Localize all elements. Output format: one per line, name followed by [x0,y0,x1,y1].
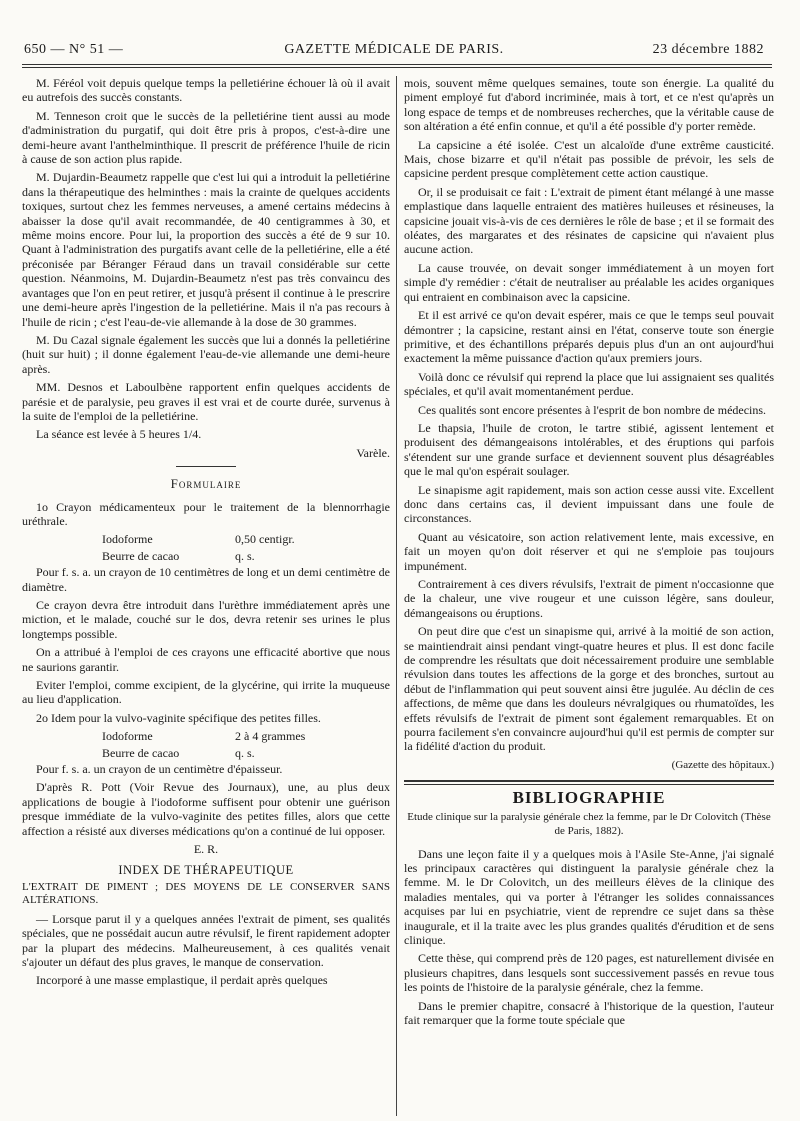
quantity: q. s. [235,548,255,563]
paragraph: MM. Desnos et Laboulbène rapportent enfin quelques accidents de parésie et de paralysie, peu graves il est vrai et de courte durée, survenus à la suite de l'emploi de la pelletiérine. [22,380,390,423]
paragraph: On peut dire que c'est un sinapisme qui, arrivé à la moitié de son action, se maintiendrait ainsi pendant vingt-quatre heures et plus. Il est donc facile de comprendre les résultats que doit nécessairement produire une semblable révulsion dans toutes les affections de la gorge et des bronches, surtout au début de l'inflammation qui peut souvent ainsi être jugulée. Au déclin de ces affections, de même que dans les douleurs névralgiques ou rhumatoïdes, les effets révulsifs de l'extrait de piment sont également remarquables. Et on pourra facilement s'en convaincre aujourd'hui qu'il est permis de compter sur la fidélité d'action du produit. [404,624,774,754]
header-rule [22,64,772,68]
page-number: 650 — N° 51 — [24,42,124,57]
paragraph: M. Du Cazal signale également les succès que lui a donnés la pelletiérine (huit sur huit) ; il donne également l'eau-de-vie allemande une demi-heure après. [22,332,390,376]
paragraph: Le thapsia, l'huile de croton, le tartre stibié, agissent lentement et produisent des démangeaisons intolérables, et des éruptions qui parfois s'étendent sur une grande surface et deviennent souvent plus désagréables que le mal qu'on espérait soulager. [404,420,774,479]
signature: E. R. [193,842,219,857]
paragraph: M. Tenneson croit que le succès de la pelletiérine tient aussi au mode d'administration du purgatif, qui doit être pris à propos, c'est-à-dire une demi-heure avant l'anthelminthique. Il prescrit de préférence l'huile de ricin à cause de son action plus rapide. [22,108,390,167]
paragraph: Ces qualités sont encore présentes à l'esprit de bon nombre de médecins. [418,402,767,417]
paragraph: Voilà donc ce révulsif qui reprend la place que lui assignaient ses qualités spéciales, et qu'il avait momentanément perdue. [404,369,774,399]
paragraph: Pour f. s. a. un crayon de 10 centimètres de long et un demi centimètre de diamètre. [22,565,390,594]
paragraph: La séance est levée à 5 heures 1/4. [36,427,202,442]
paragraph: Et il est arrivé ce qu'on devait espérer, mais ce que le temps seul pouvait démontrer ; la capsicine, restant ainsi en l'état, conserve toute son énergie primitive, et des échantillons préparés depuis plus d'un an ont aujourd'hui exactement la même puissance d'action qu'aux premiers jours. [404,308,774,366]
column-divider [396,76,397,1116]
ingredient: Beurre de cacao [102,745,180,760]
left-column [22,76,390,1116]
divider [176,466,236,467]
signature: Varèle. [356,445,390,460]
paragraph: D'après R. Pott (Voir Revue des Journaux), une, au plus deux applications de bougie à l'iodoforme suffisent pour obtenir une guérison presque immédiate de la vulvo-vaginite des petites filles, alors que cette affection a résisté aux diverses médications qu'on a continué de lui opposer. [22,780,390,838]
issue-date: 23 décembre 1882 [652,42,764,57]
paragraph: Dans le premier chapitre, consacré à l'historique de la question, l'auteur fait remarquer que la forme toute spéciale que [404,998,774,1027]
paragraph: mois, souvent même quelques semaines, toute son énergie. La qualité du piment employé fut d'abord incriminée, mais à tort, et ce n'est qu'après un long espace de temps et de nombreuses recherches, que la véritable cause de son altération a été enfin connue, et qu'il a été possible d'y porter remède. [404,76,774,134]
paragraph: M. Féréol voit depuis quelque temps la pelletiérine échouer là où il avait eu autrefois des succès constants. [22,76,390,105]
paragraph: M. Dujardin-Beaumetz rappelle que c'est lui qui a introduit la pelletiérine dans la thérapeutique des helminthes : mais la crainte de quelques accidents toxiques, surtout chez les femmes nerveuses, a amené certains médecins à abaisser la dose qu'il avait recommandée, de 40 centigrammes à 30, et même moins encore. Pour lui, la proportion des succès a été de 9 sur 10. Quant à l'administration des purgatifs avant celle de la pelletiérine, elle a été préconisée par Béranger Féraud dans un travail considérable sur cette question. Néanmoins, M. Dujardin-Beaumetz n'est pas très convaincu des avantages que l'on en peut retirer, et jusqu'à présent il continue à le prescrire une demi-heure après l'ingestion de la pelletiérine. Mais il n'a pas recours à l'huile de ricin ; c'est l'eau-de-vie allemande à la dose de 30 grammes. [22,170,390,329]
journal-title: GAZETTE MÉDICALE DE PARIS. [284,42,504,57]
quantity: 2 à 4 grammes [235,729,306,744]
index-subtitle: L'EXTRAIT DE PIMENT ; DES MOYENS DE LE CONSERVER SANS ALTÉRATIONS. [22,880,390,907]
quantity: 0,50 centigr. [235,532,295,547]
ingredient: Beurre de cacao [102,548,180,563]
paragraph: Ce crayon devra être introduit dans l'urèthre immédiatement après une miction, et le malade, couché sur le dos, devra retenir ses urines le plus longtemps possible. [22,598,390,641]
section-rule [404,780,774,785]
bibliographie-subtitle: Etude clinique sur la paralysie générale chez la femme, par le Dr Colovitch (Thèse de Paris, 1882). [407,810,771,838]
ingredient: Iodoforme [102,532,153,547]
right-column [404,76,774,1116]
paragraph: Pour f. s. a. un crayon de un centimètre d'épaisseur. [36,762,283,777]
paragraph: La cause trouvée, on devait songer immédiatement à un moyen fort simple d'y remédier : c'était de neutraliser au préalable les acides organiques qui entraient en combinaison avec la capsicine. [404,260,774,304]
paragraph: Or, il se produisait ce fait : L'extrait de piment étant mélangé à une masse emplastique dans laquelle entraient des matières huileuses et résineuses, la capsicine jouait vis-à-vis de ces dernières le rôle de base ; et il se formait des oléates, des margarates et des résinates de capsicine qui n'avaient plus aucune action. [404,184,774,257]
formula-line [102,549,390,563]
ingredient: Iodoforme [102,729,153,744]
paragraph: La capsicine a été isolée. C'est un alcaloïde d'une extrême causticité. Mais, chose bizarre et qu'il n'était pas possible de prévoir, les sels de capsicine perdent presque complètement cette action caustique. [404,137,774,181]
formula-title: 2o Idem pour la vulvo-vaginite spécifique des petites filles. [36,710,321,725]
paragraph: Cette thèse, qui comprend près de 120 pages, est naturellement divisée en plusieurs chapitres, dans lesquels sont successivement passés en revue tous les points de l'histoire de la paralysie générale, chez la femme. [404,951,774,995]
formula-title: 1o Crayon médicamenteux pour le traitement de la blennorrhagie uréthrale. [22,499,390,528]
paragraph: On a attribué à l'emploi de ces crayons une efficacité abortive que nous ne saurions garantir. [22,645,390,674]
paragraph: Le sinapisme agit rapidement, mais son action cesse aussi vite. Excellent donc dans certains cas, il devient impuissant dans une foule de circonstances. [404,482,774,526]
index-title: INDEX DE THÉRAPEUTIQUE [118,862,294,877]
source-credit: (Gazette des hôpitaux.) [671,758,774,771]
bibliographie-title: BIBLIOGRAPHIE [512,788,666,808]
paragraph: Quant au vésicatoire, son action relativement lente, mais excessive, en fait un moyen qu'on doit réserver et qui ne s'emploie pas toujours impunément. [404,529,774,573]
paragraph: Contrairement à ces divers révulsifs, l'extrait de piment n'occasionne que de la chaleur, une vive rougeur et une cuisson légère, sans douleur, démangeaisons ou éruptions. [404,577,774,620]
paragraph: Eviter l'emploi, comme excipient, de la glycérine, qui irrite la muqueuse au lieu d'application. [22,678,390,707]
formula-line [102,746,390,760]
page-header [24,42,764,62]
quantity: q. s. [235,745,255,760]
paragraph: Incorporé à une masse emplastique, il perdait après quelques [36,973,328,988]
paragraph: Dans une leçon faite il y a quelques mois à l'Asile Ste-Anne, j'ai signalé les principaux caractères qui distinguent la paralysie générale chez la femme. M. le Dr Colovitch, un des meilleurs élèves de la clinique des maladies mentales, qui va porter à l'étranger les solides connaissances acquises par lui en psychiatrie, vient de reprendre ce sujet dans sa thèse inaugurale, et il la traite avec les plus grandes qualités d'érudition et de sens clinique. [404,846,774,947]
paragraph: — Lorsque parut il y a quelques années l'extrait de piment, ses qualités spéciales, que ne possédait aucun autre révulsif, le firent rapidement adopter par la plupart des médecins. Malheureusement, à ces qualités venait s'ajouter un défaut des plus graves, le manque de conservation. [22,911,390,969]
formula-line [102,532,390,546]
formula-line [102,729,390,743]
formulaire-title: Formulaire [170,476,242,492]
